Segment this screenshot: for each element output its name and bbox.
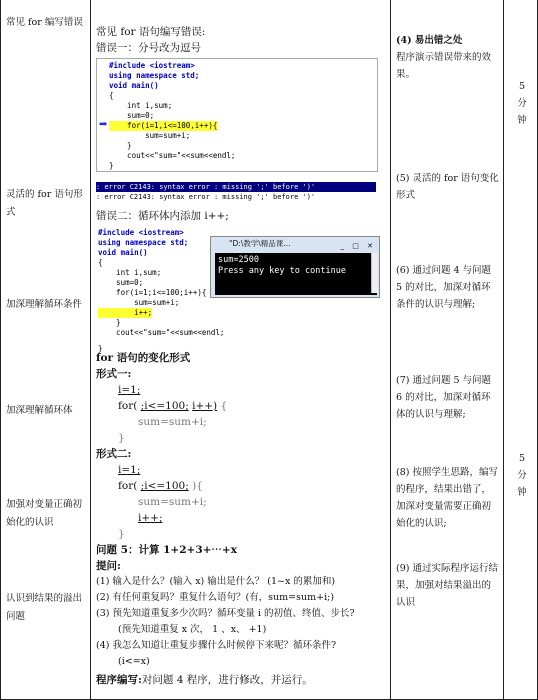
question-4-answer: (i<=x) — [118, 656, 150, 667]
code-line: using namespace std; — [98, 238, 189, 247]
window-controls-icon[interactable]: _ □ ✕ — [340, 242, 376, 250]
table-border-left — [0, 0, 1, 700]
form-two-init: i=1; — [118, 464, 141, 476]
form-one-init: i=1; — [118, 384, 141, 396]
code-line: sum=0; — [109, 111, 155, 120]
console-output — [215, 253, 377, 295]
for-step: i++) — [192, 400, 218, 412]
topic-flexible-for: 灵活的 for 语句形式 — [6, 189, 83, 218]
question-4: (4) 我怎么知道让重复步骤什么时候停下来呢？循环条件? — [96, 640, 337, 651]
code-line: cout<<"sum="<<sum<<endl; — [109, 151, 236, 160]
topic-common-errors: 常见 for 编写错误 — [6, 17, 83, 28]
errors-heading: 常见 for 语句编写错误: — [96, 26, 206, 38]
form-two-label: 形式二: — [96, 448, 132, 460]
console-line: sum=2500 — [218, 255, 259, 265]
note-7: (7) 通过问题 5 与问题 6 的对比，加深对循环体的认识与理解; — [396, 375, 492, 420]
column-divider-3 — [503, 0, 504, 700]
time-minutes: 5 — [518, 453, 526, 464]
form-one-close: } — [118, 432, 125, 444]
note-8: (8) 按照学生思路，编写的程序，结果出错了，加深对变量需要正确初始化的认识; — [396, 467, 498, 529]
code-line: using namespace std; — [109, 71, 200, 80]
form-two-increment: i++; — [138, 512, 163, 524]
code-line: for(i=1;i<=100;i++){ — [98, 288, 207, 297]
code-line: } — [98, 344, 103, 353]
question-3: (3) 预先知道重复多少次吗？循环变量 i 的初值、终值、步长? — [96, 608, 355, 619]
question-3-answer: (预先知道重复 x 次， 1 、x、 +1) — [118, 624, 267, 635]
error-two-label: 错误二：循环体内添加 i++; — [96, 210, 229, 222]
topic-overflow: 认识到结果的溢出问题 — [6, 593, 83, 622]
topic-initialization: 加强对变量正确初始化的认识 — [6, 499, 83, 528]
code-line: } — [98, 318, 121, 327]
time-block-1 — [507, 78, 537, 129]
code-line: } — [109, 161, 114, 170]
compiler-error-highlight: : error C2143: syntax error : missing ';' before ')' — [96, 182, 376, 192]
column-divider-1 — [90, 0, 91, 700]
code-line: #include <iostream> — [109, 61, 195, 70]
problem-five: 问题 5：计算 1+2+3+⋯+x — [96, 544, 237, 556]
note-4-body: 程序演示错误带来的效果。 — [396, 52, 492, 80]
note-4 — [396, 32, 500, 83]
console-title: "D:\教学\精品课... — [229, 239, 291, 248]
note-4-title: (4) 易出错之处 — [396, 35, 463, 46]
code-snippet-1 — [96, 58, 378, 172]
code-line-error: for(i=1,i<=100,i++){ — [109, 121, 218, 130]
code-line: { — [98, 258, 103, 267]
note-9: (9) 通过实际程序运行结果，加强对结果溢出的认识 — [396, 563, 498, 608]
form-one-label: 形式一: — [96, 368, 132, 380]
code-line: int i,sum; — [98, 268, 162, 277]
for-close: ){ — [192, 480, 203, 492]
form-one-body: sum=sum+i; — [138, 416, 207, 428]
question-1: (1) 输入是什么？(输入 x) 输出是什么？ (1~x 的累加和) — [96, 576, 336, 587]
code-line: { — [109, 91, 114, 100]
program-text: 对问题 4 程序，进行修改，并运行。 — [141, 674, 313, 686]
compiler-error-line: : error C2143: syntax error : missing ';' before ')' — [96, 193, 316, 201]
variants-heading: for 语句的变化形式 — [96, 352, 191, 364]
column-divider-2 — [390, 0, 391, 700]
code-line: sum=0; — [98, 278, 144, 287]
code-line: void main() — [109, 81, 159, 90]
code-line: #include <iostream> — [98, 228, 184, 237]
program-label: 程序编写: — [96, 674, 142, 686]
console-titlebar — [211, 237, 379, 251]
console-window — [210, 236, 380, 298]
form-two-for — [118, 478, 203, 494]
console-line: Press any key to continue — [218, 266, 346, 276]
questions-heading: 提问: — [96, 560, 121, 572]
form-two-body: sum=sum+i; — [138, 496, 207, 508]
open-brace: { — [220, 400, 228, 412]
for-condition: ;i<=100; — [140, 480, 189, 492]
question-2: (2) 有任何重复吗？重复什么语句？(有，sum=sum+i;) — [96, 592, 335, 603]
time-minutes: 5 — [518, 81, 526, 92]
program-writing — [96, 672, 313, 688]
topic-loop-condition: 加深理解循环条件 — [6, 299, 83, 310]
form-two-close: } — [118, 528, 125, 540]
error-one-label: 错误一：分号改为逗号 — [96, 42, 201, 54]
console-scrollbar[interactable] — [371, 253, 378, 293]
time-block-2 — [507, 450, 537, 501]
code-line: cout<<"sum="<<sum<<endl; — [98, 328, 225, 337]
code-line: sum=sum+i; — [109, 131, 191, 140]
note-6: (6) 通过问题 4 与问题 5 的对比，加深对循环条件的认识与理解; — [396, 265, 492, 310]
for-keyword: for( — [118, 480, 138, 492]
form-one-for — [118, 398, 227, 414]
for-keyword: for( — [118, 400, 138, 412]
code-line: sum=sum+i; — [98, 298, 180, 307]
note-5: (5) 灵活的 for 语句变化形式 — [396, 173, 499, 201]
for-condition: ;i<=100; — [140, 400, 189, 412]
code-line-added: i++; — [98, 308, 153, 317]
time-unit: 分钟 — [517, 98, 527, 126]
topic-loop-body: 加深理解循环体 — [6, 405, 73, 416]
code-line: void main() — [98, 248, 148, 257]
code-line: } — [109, 141, 132, 150]
time-unit: 分钟 — [517, 470, 527, 498]
code-line: int i,sum; — [109, 101, 173, 110]
current-line-arrow-icon: ➡ — [99, 119, 108, 130]
